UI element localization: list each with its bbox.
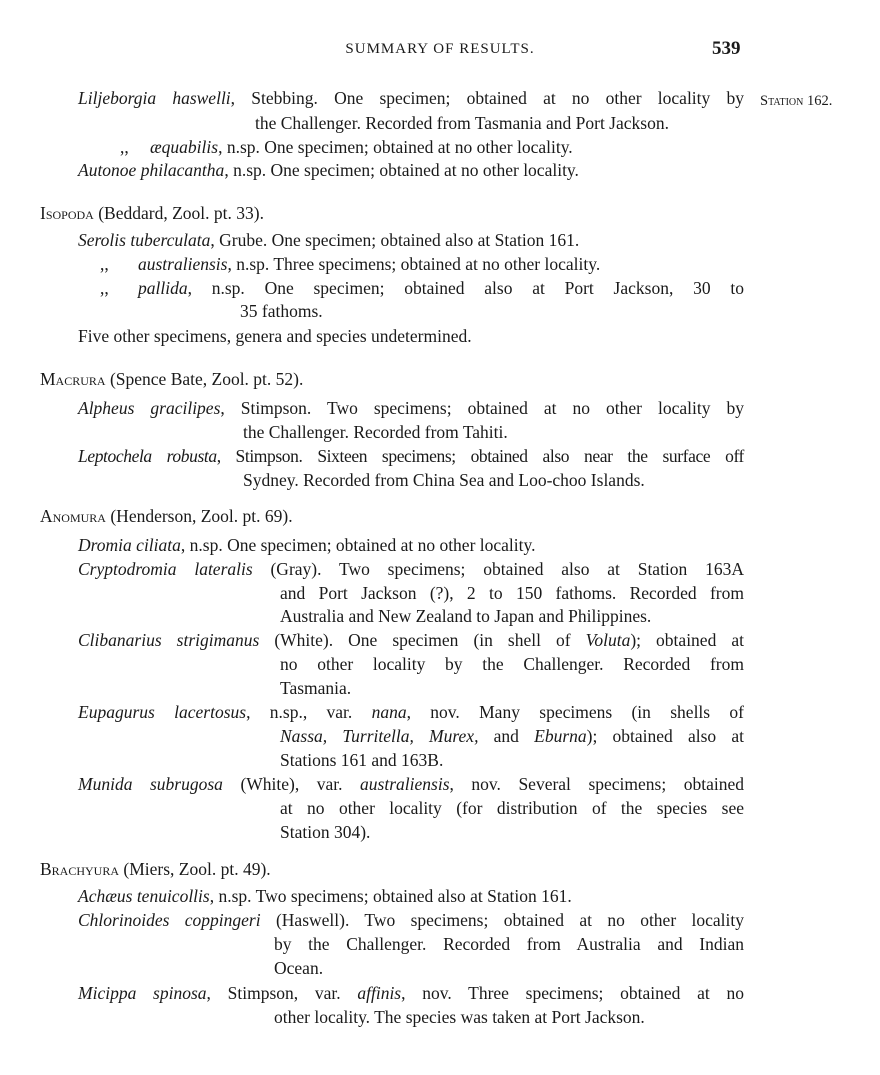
entry-chlorinoides-line3: Ocean. <box>274 958 324 978</box>
entry-text: ); obtained also at <box>586 726 744 746</box>
ditto-mark: ,, <box>100 278 109 298</box>
entry-text: ); obtained at <box>630 630 744 650</box>
entry-liljeborgia-line1 <box>78 88 744 108</box>
entry-text: , nov. Three specimens; obtained at no <box>401 983 744 1003</box>
entry-liljeborgia-line2: the Challenger. Recorded from Tasmania and Port Jackson. <box>255 113 669 133</box>
taxon-name: Eupagurus lacertosus <box>78 702 247 722</box>
entry-eupagurus-line2 <box>280 726 744 746</box>
entry-text: , n.sp. One specimen; obtained at no other locality. <box>180 535 536 555</box>
taxon-name: Alpheus gracilipes <box>78 398 221 418</box>
entry-pallida-line1 <box>100 278 744 298</box>
page-header <box>0 38 880 64</box>
entry-clibanarius-line1 <box>78 630 744 650</box>
entry-text: (White). One specimen (in shell of <box>259 630 586 650</box>
entry-aequabilis <box>120 137 573 157</box>
isopoda-other-note: Five other specimens, genera and species undetermined. <box>78 326 472 346</box>
entry-leptochela-line2: Sydney. Recorded from China Sea and Loo-choo Islands. <box>243 470 645 490</box>
entry-pallida-line2: 35 fathoms. <box>240 301 323 321</box>
entry-munida-line3: Station 304). <box>280 822 371 842</box>
taxon-species: æquabilis <box>150 137 219 157</box>
section-ref: (Henderson, Zool. pt. 69). <box>105 506 293 526</box>
entry-chlorinoides-line1 <box>78 910 744 930</box>
taxon-name: Micippa spinosa <box>78 983 207 1003</box>
entry-text: , nov. Several specimens; obtained <box>449 774 744 794</box>
entry-clibanarius-line2 <box>280 654 744 674</box>
entry-text: , Stimpson. Sixteen specimens; obtained also near the surface off <box>216 446 744 466</box>
entry-alpheus-line1 <box>78 398 744 418</box>
entry-munida-line1 <box>78 774 744 794</box>
entry-leptochela-line1 <box>78 446 744 466</box>
section-name: Macrura <box>40 369 106 389</box>
entry-text: , n.sp. Three specimens; obtained at no other locality. <box>227 254 601 274</box>
entry-micippa-line2: other locality. The species was taken at Port Jackson. <box>274 1007 645 1027</box>
shell-genus: Eburna <box>534 726 587 746</box>
entry-text: , nov. Many specimens (in shells of <box>406 702 744 722</box>
entry-eupagurus-line1 <box>78 702 744 722</box>
entry-serolis <box>78 230 579 250</box>
taxon-species: australiensis <box>138 254 228 274</box>
entry-text: by the Challenger. Recorded from Australia and Indian <box>274 934 744 954</box>
entry-autonoe <box>78 160 579 180</box>
section-heading-macrura <box>40 369 303 389</box>
entry-text: , n.sp. Two specimens; obtained also at Station 161. <box>209 886 572 906</box>
taxon-species: haswelli <box>172 88 231 108</box>
entry-chlorinoides-line2 <box>274 934 744 954</box>
taxon-genus: Liljeborgia <box>78 88 157 108</box>
entry-text: , n.sp. One specimen; obtained also at Port Jackson, 30 to <box>187 278 744 298</box>
taxon-name: Autonoe philacantha <box>78 160 225 180</box>
ditto-mark: ,, <box>120 137 129 157</box>
taxon-name: Clibanarius strigimanus <box>78 630 260 650</box>
section-name: Isopoda <box>40 203 94 223</box>
entry-cryptodromia-line3: Australia and New Zealand to Japan and Philippines. <box>280 606 652 626</box>
entry-alpheus-line2: the Challenger. Recorded from Tahiti. <box>243 422 508 442</box>
running-title: SUMMARY OF RESULTS. <box>345 41 535 57</box>
entry-text: , n.sp. One specimen; obtained at no other locality. <box>224 160 579 180</box>
entry-text: , n.sp. One specimen; obtained at no other locality. <box>218 137 573 157</box>
entry-munida-line2 <box>280 798 744 818</box>
section-heading-brachyura <box>40 859 271 879</box>
margin-station-note: Station 162. <box>760 93 833 109</box>
entry-text: and Port Jackson (?), 2 to 150 fathoms. Recorded from <box>280 583 744 603</box>
shell-genus: Voluta <box>585 630 631 650</box>
entry-text: , Stimpson, var. <box>206 983 358 1003</box>
taxon-name: Achæus tenuicollis <box>78 886 210 906</box>
variety-name: nana <box>371 702 407 722</box>
variety-name: affinis <box>357 983 402 1003</box>
ditto-mark: ,, <box>100 254 109 274</box>
taxon-name: Serolis tuberculata <box>78 230 211 250</box>
shell-genera: Nassa, Turritella, Murex, <box>280 726 479 746</box>
taxon-name: Munida subrugosa <box>78 774 223 794</box>
entry-text: , Stimpson. Two specimens; obtained at no other locality by <box>220 398 744 418</box>
taxon-name: Cryptodromia lateralis <box>78 559 253 579</box>
entry-text: (Gray). Two specimens; obtained also at Station 163A <box>252 559 744 579</box>
taxon-author: , Stebbing. <box>230 88 318 108</box>
entry-text: (White), var. <box>222 774 361 794</box>
entry-dromia <box>78 535 536 555</box>
entry-achaeus <box>78 886 572 906</box>
variety-name: australiensis <box>360 774 450 794</box>
entry-clibanarius-line3: Tasmania. <box>280 678 352 698</box>
entry-text: , n.sp., var. <box>246 702 372 722</box>
entry-text: and <box>478 726 535 746</box>
section-heading-isopoda <box>40 203 264 223</box>
page-number: 539 <box>712 38 741 59</box>
section-ref: (Beddard, Zool. pt. 33). <box>93 203 264 223</box>
section-ref: (Miers, Zool. pt. 49). <box>119 859 271 879</box>
section-heading-anomura <box>40 506 293 526</box>
taxon-name: Dromia ciliata <box>78 535 181 555</box>
entry-text: One specimen; obtained at no other locality by <box>334 88 744 108</box>
taxon-species: pallida <box>138 278 188 298</box>
entry-australiensis <box>100 254 600 274</box>
entry-micippa-line1 <box>78 983 744 1003</box>
entry-cryptodromia-line2 <box>280 583 744 603</box>
section-ref: (Spence Bate, Zool. pt. 52). <box>105 369 304 389</box>
entry-text: , Grube. One specimen; obtained also at Station 161. <box>210 230 580 250</box>
section-name: Brachyura <box>40 859 120 879</box>
entry-text: no other locality by the Challenger. Recorded from <box>280 654 744 674</box>
taxon-name: Leptochela robusta <box>78 446 217 466</box>
entry-text: at no other locality (for distribution of the species see <box>280 798 744 818</box>
entry-eupagurus-line3: Stations 161 and 163B. <box>280 750 444 770</box>
section-name: Anomura <box>40 506 106 526</box>
entry-text: (Haswell). Two specimens; obtained at no other locality <box>260 910 744 930</box>
taxon-name: Chlorinoides coppingeri <box>78 910 261 930</box>
entry-cryptodromia-line1 <box>78 559 744 579</box>
